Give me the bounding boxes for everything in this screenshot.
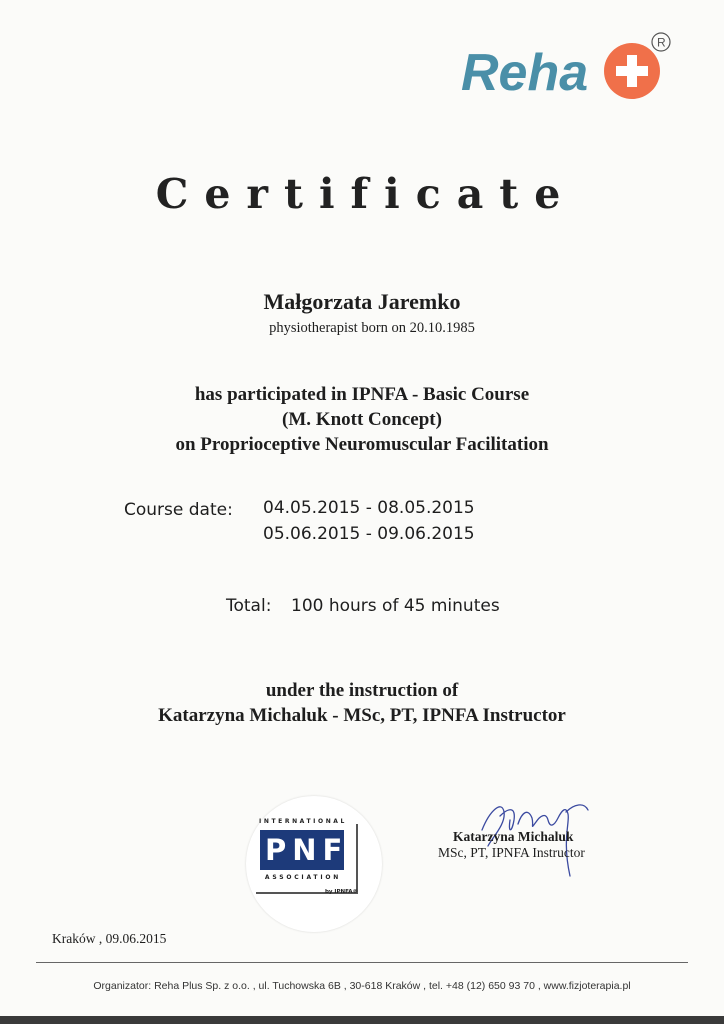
organizer-footer: Organizator: Reha Plus Sp. z o.o. , ul. Tuchowska 6B , 30-618 Kraków , tel. +48 (12) 650 93 70 , www.fizjoterapia.pl (93, 980, 631, 992)
course-line-3: on Proprioceptive Neuromuscular Facilitation (175, 434, 549, 455)
instruction-block (0, 678, 724, 728)
course-date-1: 04.05.2015 - 08.05.2015 (263, 498, 475, 518)
signatory-name: Katarzyna Michaluk (453, 829, 574, 844)
total-value: 100 hours of 45 minutes (291, 596, 500, 616)
logo-text: Reha (461, 44, 589, 102)
recipient-name: Małgorzata Jaremko (263, 289, 461, 314)
footer-divider (36, 962, 688, 963)
course-description (0, 382, 724, 457)
certificate-title: Certificate (155, 170, 577, 218)
reha-plus-logo-graphic (455, 30, 680, 105)
scan-edge (0, 1016, 724, 1024)
course-line-1: has participated in IPNFA - Basic Course (194, 384, 530, 405)
instruction-line-1: under the instruction of (265, 680, 459, 701)
place-and-date: Kraków , 09.06.2015 (52, 931, 167, 946)
pnf-badge-main: PNF (260, 830, 344, 870)
recipient-details: physiotherapist born on 20.10.1985 (269, 320, 475, 336)
instruction-line-2: Katarzyna Michaluk - MSc, PT, IPNFA Instructor (158, 705, 566, 726)
pnf-badge-top-text: INTERNATIONAL (259, 818, 347, 825)
course-date-2: 05.06.2015 - 09.06.2015 (263, 524, 475, 544)
reha-plus-logo (455, 30, 680, 105)
total-label: Total: (226, 596, 272, 616)
pnf-badge-by-text: by IPNFA® (325, 889, 358, 895)
course-line-2: (M. Knott Concept) (282, 409, 442, 430)
pnf-badge-bottom-text: ASSOCIATION (264, 874, 342, 881)
signatory-role: MSc, PT, IPNFA Instructor (438, 845, 585, 860)
svg-text:R: R (657, 35, 666, 50)
course-date-label: Course date: (124, 500, 233, 520)
